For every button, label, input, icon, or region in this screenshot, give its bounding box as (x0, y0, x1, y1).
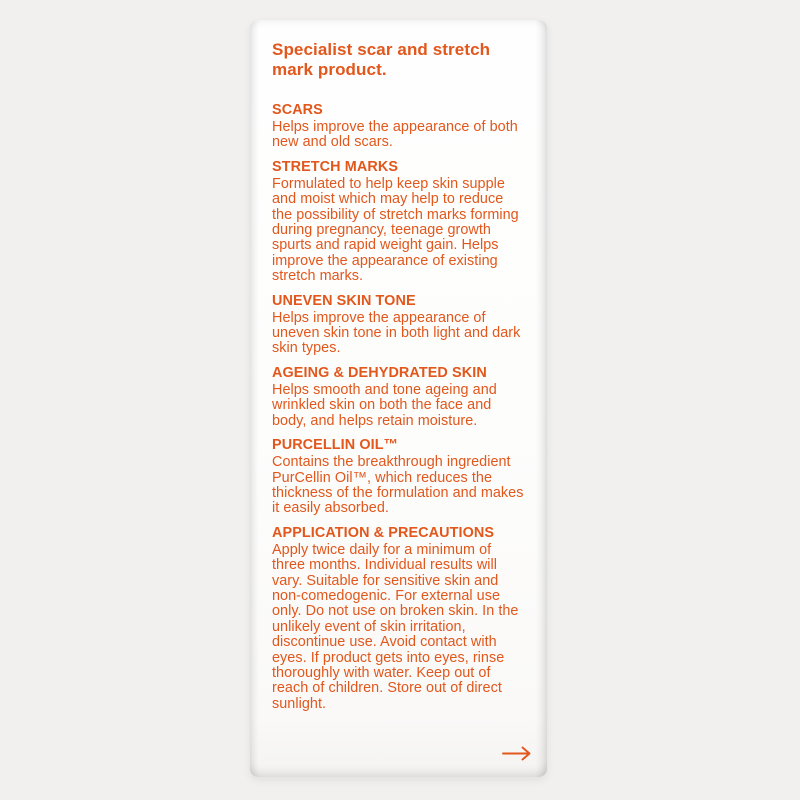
section-heading: AGEING & DEHYDRATED SKIN (272, 364, 487, 381)
info-section (272, 437, 534, 517)
info-section (272, 525, 534, 712)
section-body: Helps improve the appearance of both new and old scars. (272, 119, 518, 151)
info-section (272, 159, 534, 285)
info-section (272, 102, 534, 151)
section-heading: UNEVEN SKIN TONE (272, 292, 416, 309)
section-body: Helps smooth and tone ageing and wrinkled skin on both the face and body, and helps retain moisture. (272, 381, 497, 429)
package-back-panel (250, 20, 547, 777)
section-body: Contains the breakthrough ingredient PurCellin Oil™, which reduces the thickness of the formulation and makes it easily absorbed. (272, 454, 524, 517)
section-heading: PURCELLIN OIL™ (272, 437, 399, 454)
info-section (272, 293, 534, 357)
right-arrow-icon (501, 746, 532, 761)
panel-title: Specialist scar and stretch mark product. (272, 40, 491, 79)
panel-content (272, 40, 534, 720)
section-heading: SCARS (272, 102, 323, 118)
section-body: Helps improve the appearance of uneven skin tone in both light and dark skin types. (272, 309, 521, 357)
info-section (272, 365, 534, 429)
section-body: Formulated to help keep skin supple and moist which may help to reduce the possibility of stretch marks forming during pregnancy, teenage growth spurts and rapid weight gain. Helps improve the appearance of existing stretch marks. (272, 175, 519, 285)
section-heading: STRETCH MARKS (272, 158, 399, 175)
section-body: Apply twice daily for a minimum of three months. Individual results will vary. Suitable for sensitive skin and non-comedogenic. For external use only. Do not use on broken skin. In the unlikely event of skin irritation, discontinue use. Avoid contact with eyes. If product gets into eyes, rinse thoroughly with water. Keep out of reach of children. Store out of direct sunlight. (272, 541, 519, 712)
section-heading: APPLICATION & PRECAUTIONS (272, 524, 495, 541)
sections-container (272, 102, 534, 712)
